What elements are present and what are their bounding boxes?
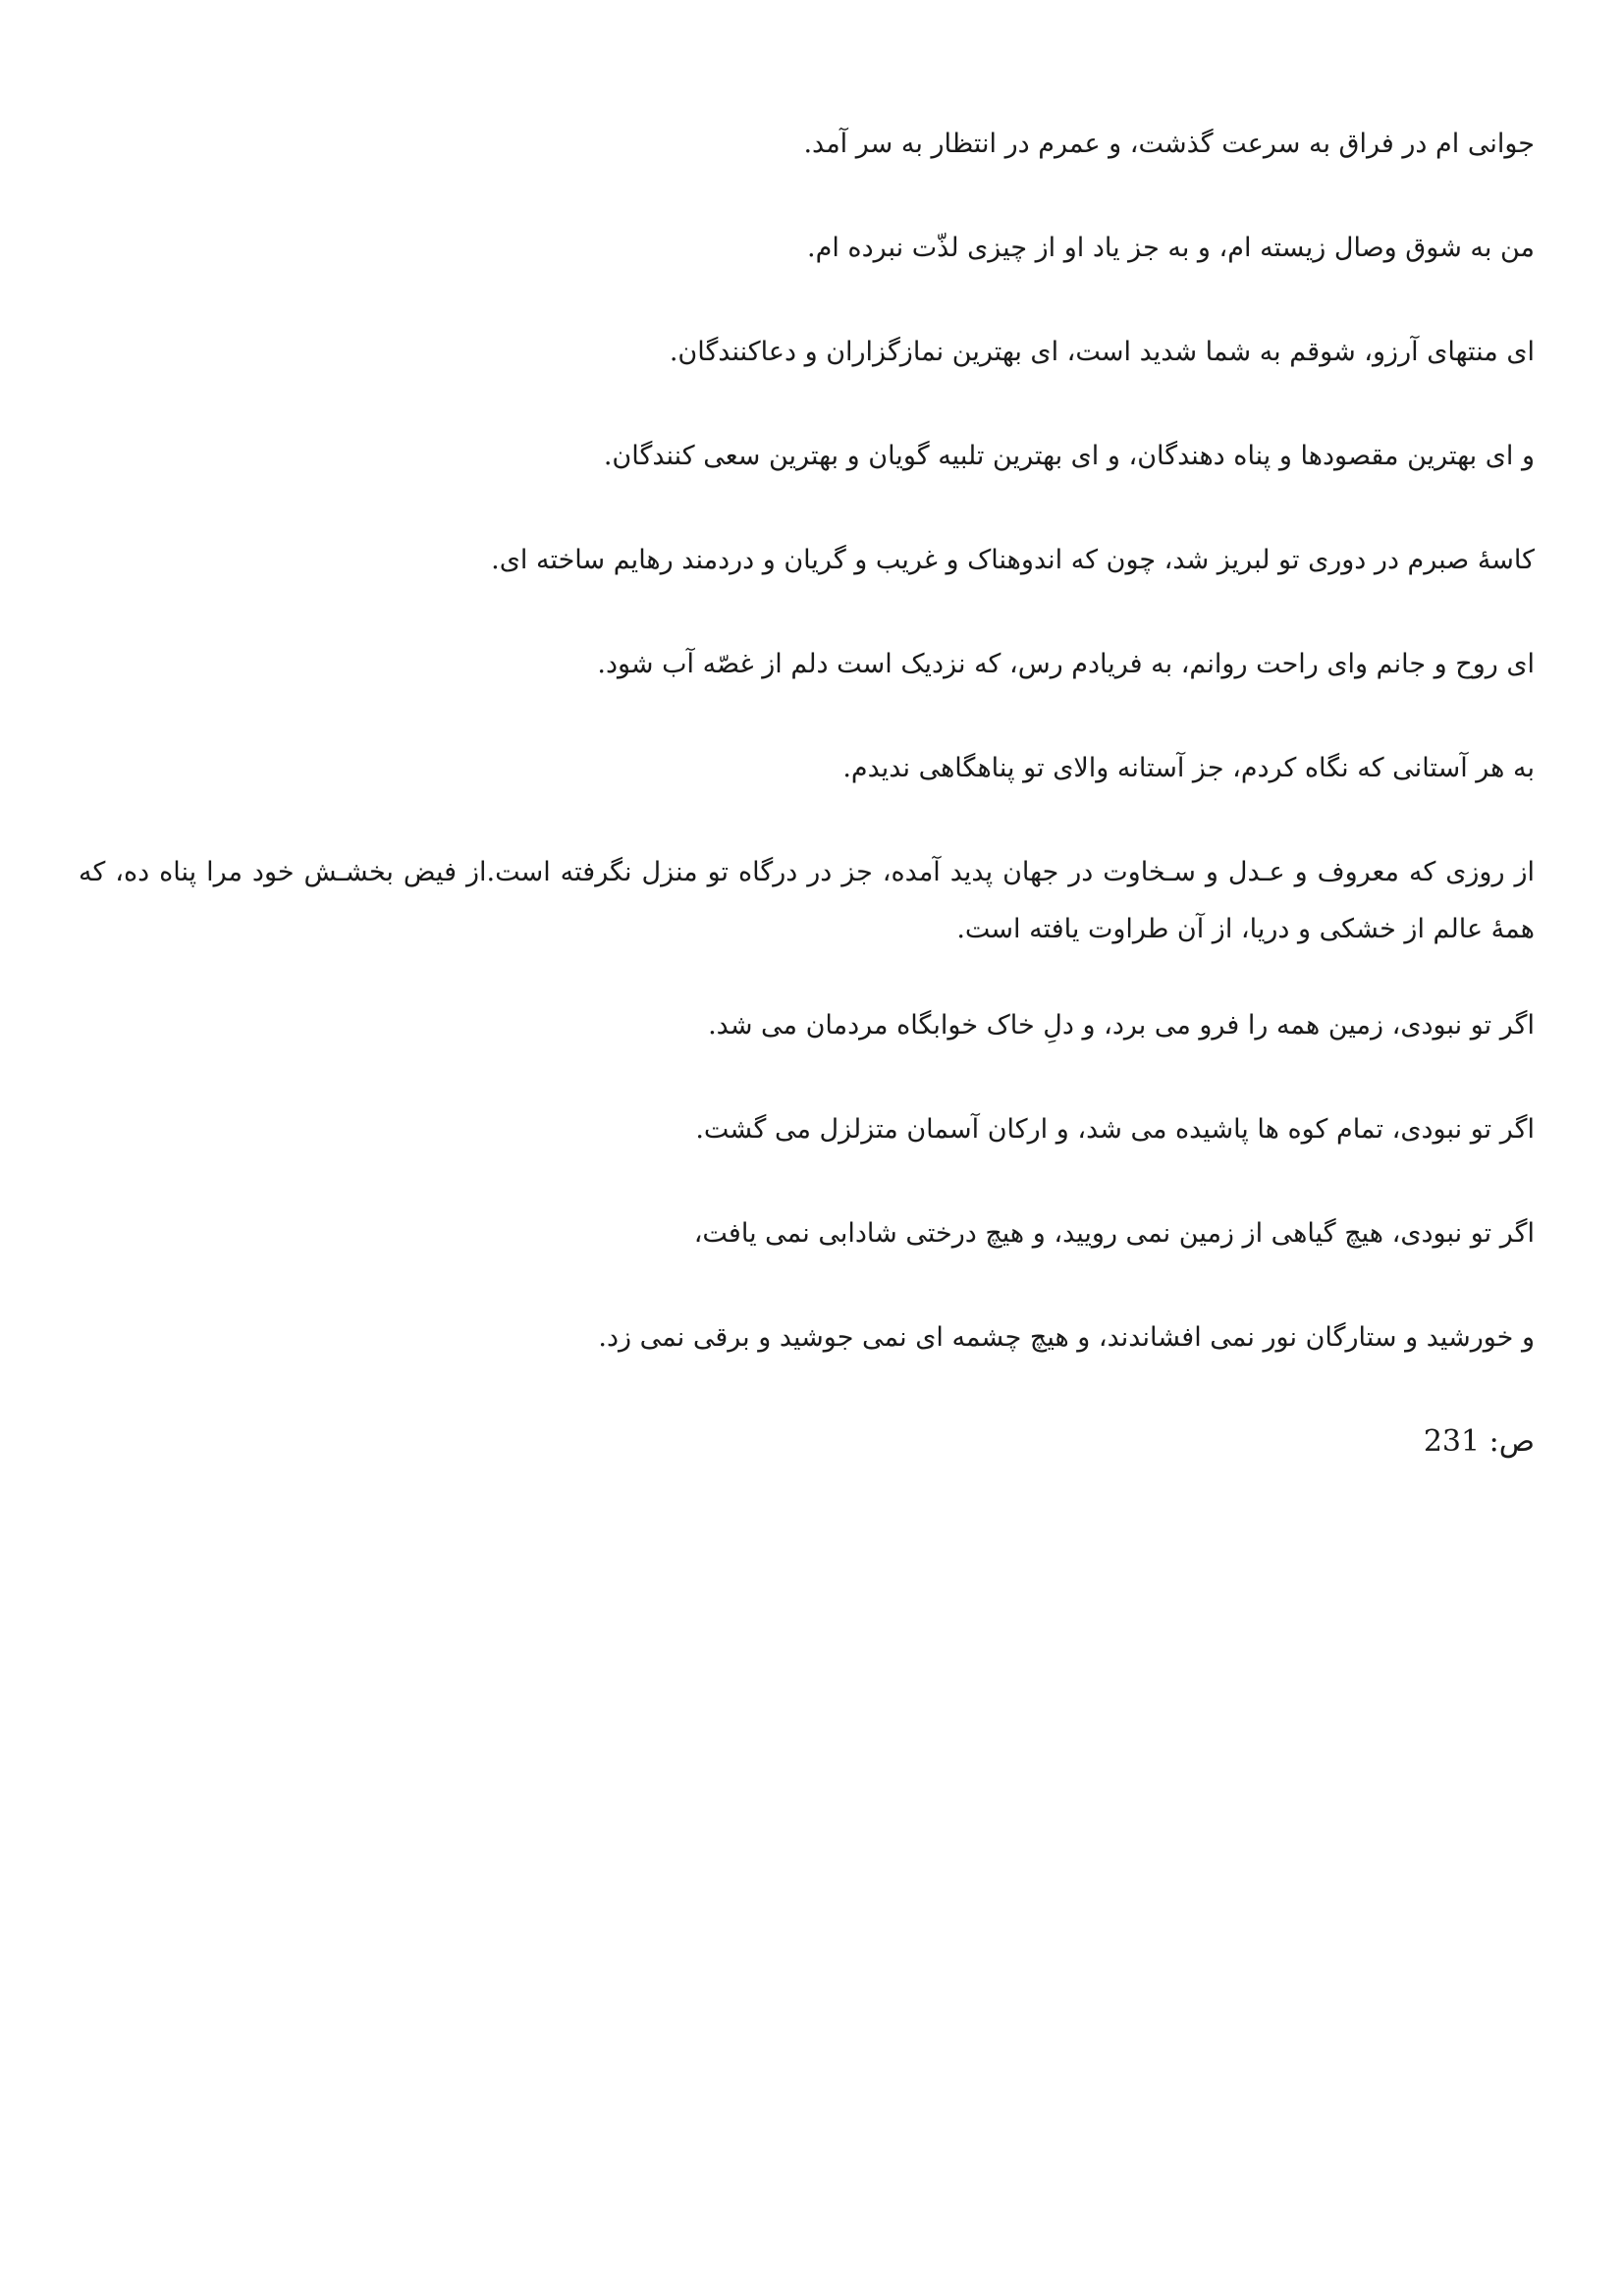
paragraph-3: ای منتهای آرزو، شوقم به شما شدید است، ای بهترین نمازگزاران و دعاکنندگان. <box>669 337 1535 367</box>
paragraph-6: ای روح و جانم وای راحت روانم، به فریادم رس، که نزدیک است دلم از غصّه آب شود. <box>597 649 1535 679</box>
paragraph-10: اگر تو نبودی، تمام کوه ها پاشیده می شد، و ارکان آسمان متزلزل می گشت. <box>695 1114 1535 1145</box>
page-number: ص: 231 <box>1423 1424 1535 1459</box>
paragraph-7: به هر آستانی که نگاه کردم، جز آستانه والای تو پناهگاهی ندیدم. <box>842 753 1535 783</box>
paragraph-2: من به شوق وصال زیسته ام، و به جز یاد او از چیزی لذّت نبرده ام. <box>807 233 1535 263</box>
paragraph-9: اگر تو نبودی، زمین همه را فرو می برد، و دلِ خاک خوابگاه مردمان می شد. <box>708 1010 1535 1041</box>
paragraph-5: کاسهٔ صبرم در دوری تو لبریز شد، چون که اندوهناک و غریب و گریان و دردمند رهایم ساخته ای. <box>491 545 1535 575</box>
paragraph-1: جوانی ام در فراق به سرعت گذشت، و عمرم در انتظار به سر آمد. <box>803 129 1535 159</box>
paragraph-12: و خورشید و ستارگان نور نمی افشاندند، و هیچ چشمه ای نمی جوشید و برقی نمی زد. <box>598 1322 1535 1353</box>
paragraph-8: از روزی که معروف و عـدل و سـخاوت در جهان پدید آمده، جز در درگاه تو منزل نگرفته است.از فیض بخشـش خود مرا پناه ده، که همهٔ عالم از خشکی و دریا، از آن طراوت یافته است. <box>79 857 1535 944</box>
paragraph-11: اگر تو نبودی، هیچ گیاهی از زمین نمی رویید، و هیچ درختی شادابی نمی یافت، <box>693 1218 1535 1249</box>
paragraph-4: و ای بهترین مقصودها و پناه دهندگان، و ای بهترین تلبیه گویان و بهترین سعی کنندگان. <box>603 441 1535 471</box>
